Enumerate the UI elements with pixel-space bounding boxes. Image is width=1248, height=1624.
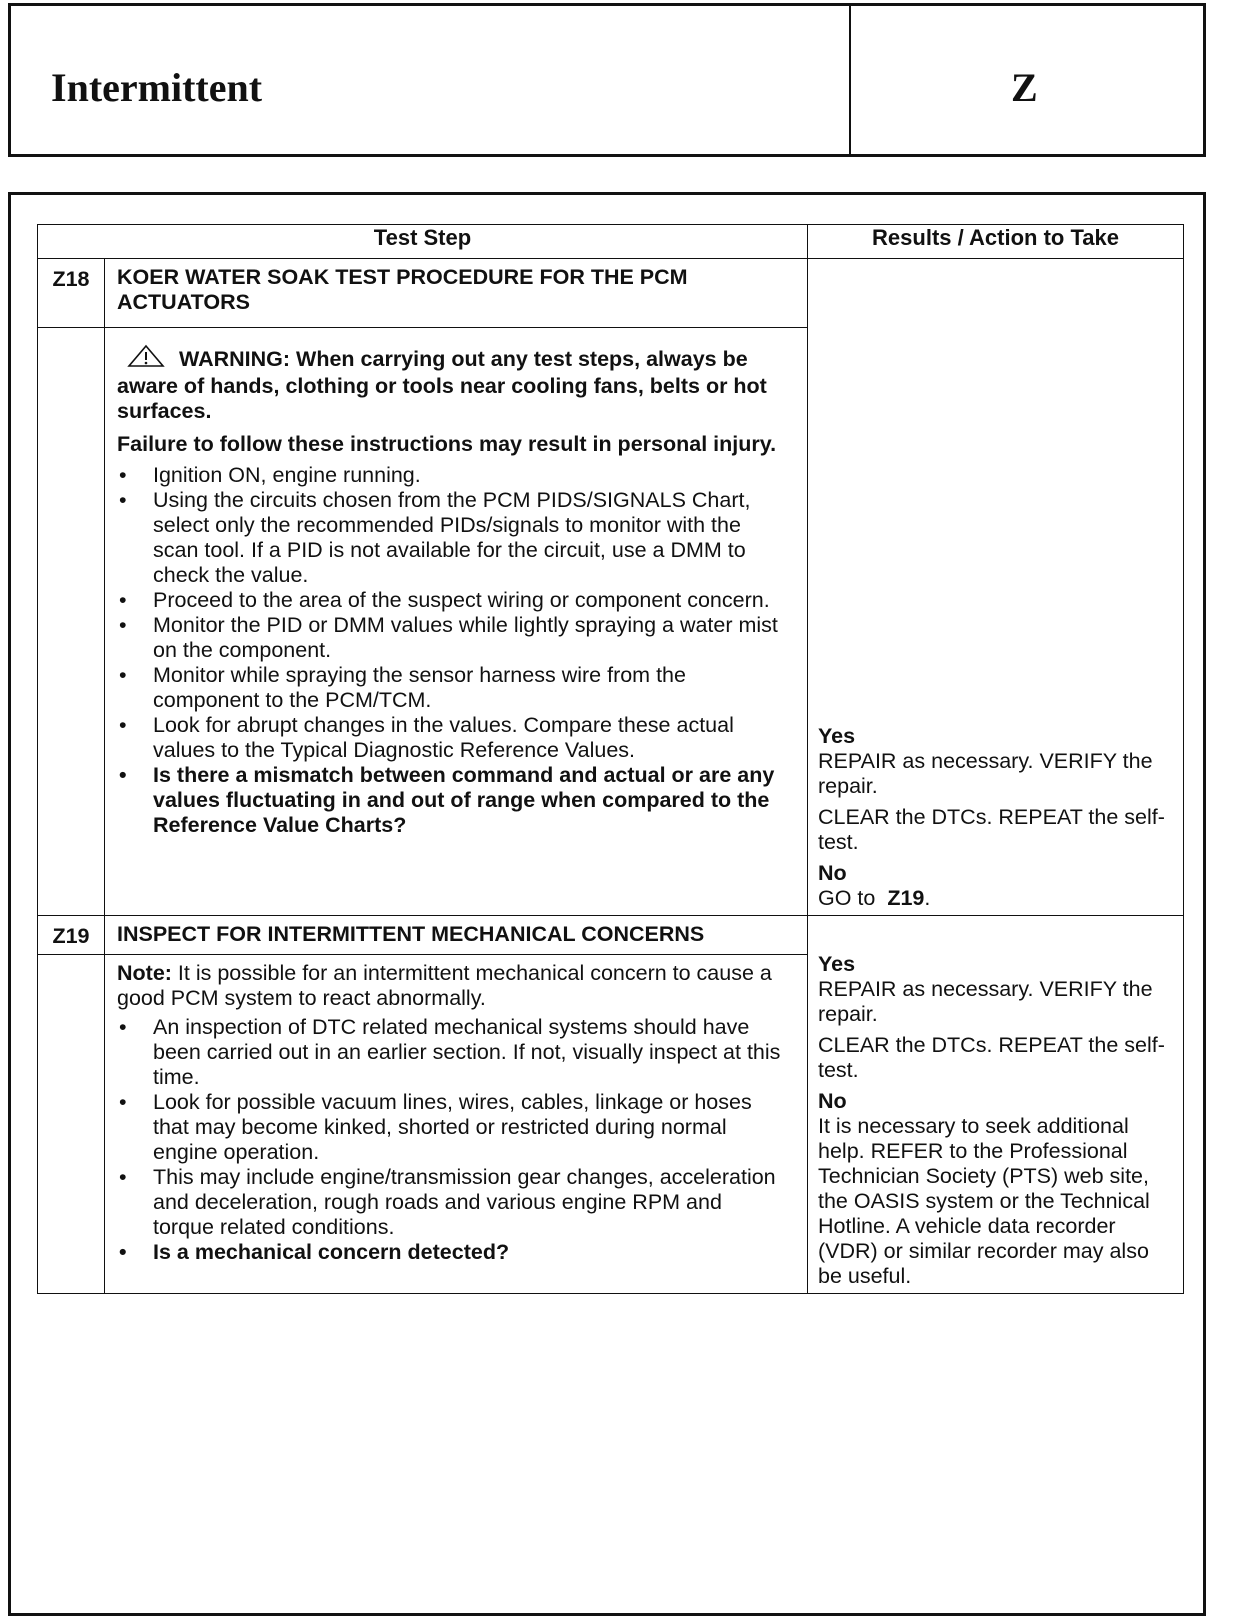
step-title-row-z18 [38, 259, 1184, 328]
list-item: • Proceed to the area of the suspect wiring or component concern. [117, 588, 783, 613]
list-item: • Look for abrupt changes in the values. Compare these actual values to the Typical Diagnostic Reference Values. [117, 713, 783, 763]
yes-label: Yes [818, 724, 856, 748]
step-id-z18: Z18 [38, 259, 105, 328]
no-label: No [818, 861, 847, 885]
step-title-z19: INSPECT FOR INTERMITTENT MECHANICAL CONCERNS [105, 916, 808, 955]
yes-label: Yes [818, 952, 856, 976]
list-item: • This may include engine/transmission gear changes, acceleration and deceleration, rough roads and various engine RPM and torque related conditions. [117, 1165, 783, 1240]
result-cell-z19 [808, 916, 1184, 1294]
no-action [818, 886, 1175, 911]
list-item: • An inspection of DTC related mechanical systems should have been carried out in an earlier section. If not, visually inspect at this time. [117, 1015, 783, 1090]
list-item: • Using the circuits chosen from the PCM PIDS/SIGNALS Chart, select only the recommended PIDs/signals to monitor with the scan tool. If a PID is not available for the circuit, use a DMM to check the value. [117, 488, 783, 588]
list-item: • Monitor the PID or DMM values while lightly spraying a water mist on the component. [117, 613, 783, 663]
col-test-step: Test Step [38, 225, 808, 259]
step-body-z18 [105, 328, 808, 916]
step-id-z19: Z19 [38, 916, 105, 955]
note-text: It is possible for an intermittent mechanical concern to cause a good PCM system to react abnormally. [117, 960, 772, 1010]
step-title-z18: KOER WATER SOAK TEST PROCEDURE FOR THE PCM ACTUATORS [105, 259, 808, 328]
table-header-row [38, 225, 1184, 259]
col-results: Results / Action to Take [808, 225, 1184, 259]
warning-block [117, 344, 783, 424]
page-title: Intermittent [51, 65, 263, 110]
header-divider [849, 6, 851, 154]
step-question: • Is a mechanical concern detected? [117, 1240, 783, 1265]
yes-action: CLEAR the DTCs. REPEAT the self-test. [818, 1033, 1165, 1082]
step-body-z19 [105, 954, 808, 1293]
note-block [117, 961, 783, 1011]
failure-note: Failure to follow these instructions may result in personal injury. [117, 432, 777, 457]
note-label: Note: [117, 960, 172, 985]
list-item: • Ignition ON, engine running. [117, 463, 783, 488]
step-question: • Is there a mismatch between command and actual or are any values fluctuating in and out of range when compared to the Reference Value Charts? [117, 763, 783, 838]
yes-action: REPAIR as necessary. VERIFY the repair. [818, 749, 1153, 798]
section-code: Z [1011, 65, 1038, 110]
step-bullets-z18 [117, 463, 783, 838]
yes-action: REPAIR as necessary. VERIFY the repair. [818, 977, 1153, 1026]
list-item: • Monitor while spraying the sensor harness wire from the component to the PCM/TCM. [117, 663, 783, 713]
list-item: • Look for possible vacuum lines, wires, cables, linkage or hoses that may become kinked, shorted or restricted during normal engine operation. [117, 1090, 783, 1165]
warning-text: WARNING: When carrying out any test steps, always be aware of hands, clothing or tools near cooling fans, belts or hot surfaces. [117, 347, 767, 424]
page-header [8, 3, 1206, 157]
step-bullets-z19 [117, 1015, 783, 1265]
no-label: No [818, 1089, 847, 1113]
no-action-target[interactable]: Z19 [887, 886, 925, 910]
result-cell-z18 [808, 259, 1184, 916]
step-title-row-z19 [38, 916, 1184, 955]
step-id-spacer [38, 954, 105, 1293]
no-action-prefix: GO to [818, 886, 876, 910]
step-id-spacer [38, 328, 105, 916]
no-action-suffix: . [924, 886, 931, 910]
no-action: It is necessary to seek additional help. REFER to the Professional Technician Society (PTS) web site, the OASIS system or the Technical Hotline. A vehicle data recorder (VDR) or similar recorder may also be useful. [818, 1114, 1150, 1288]
yes-action: CLEAR the DTCs. REPEAT the self-test. [818, 805, 1165, 854]
warning-triangle-icon [127, 344, 165, 374]
test-step-table [37, 224, 1184, 1294]
